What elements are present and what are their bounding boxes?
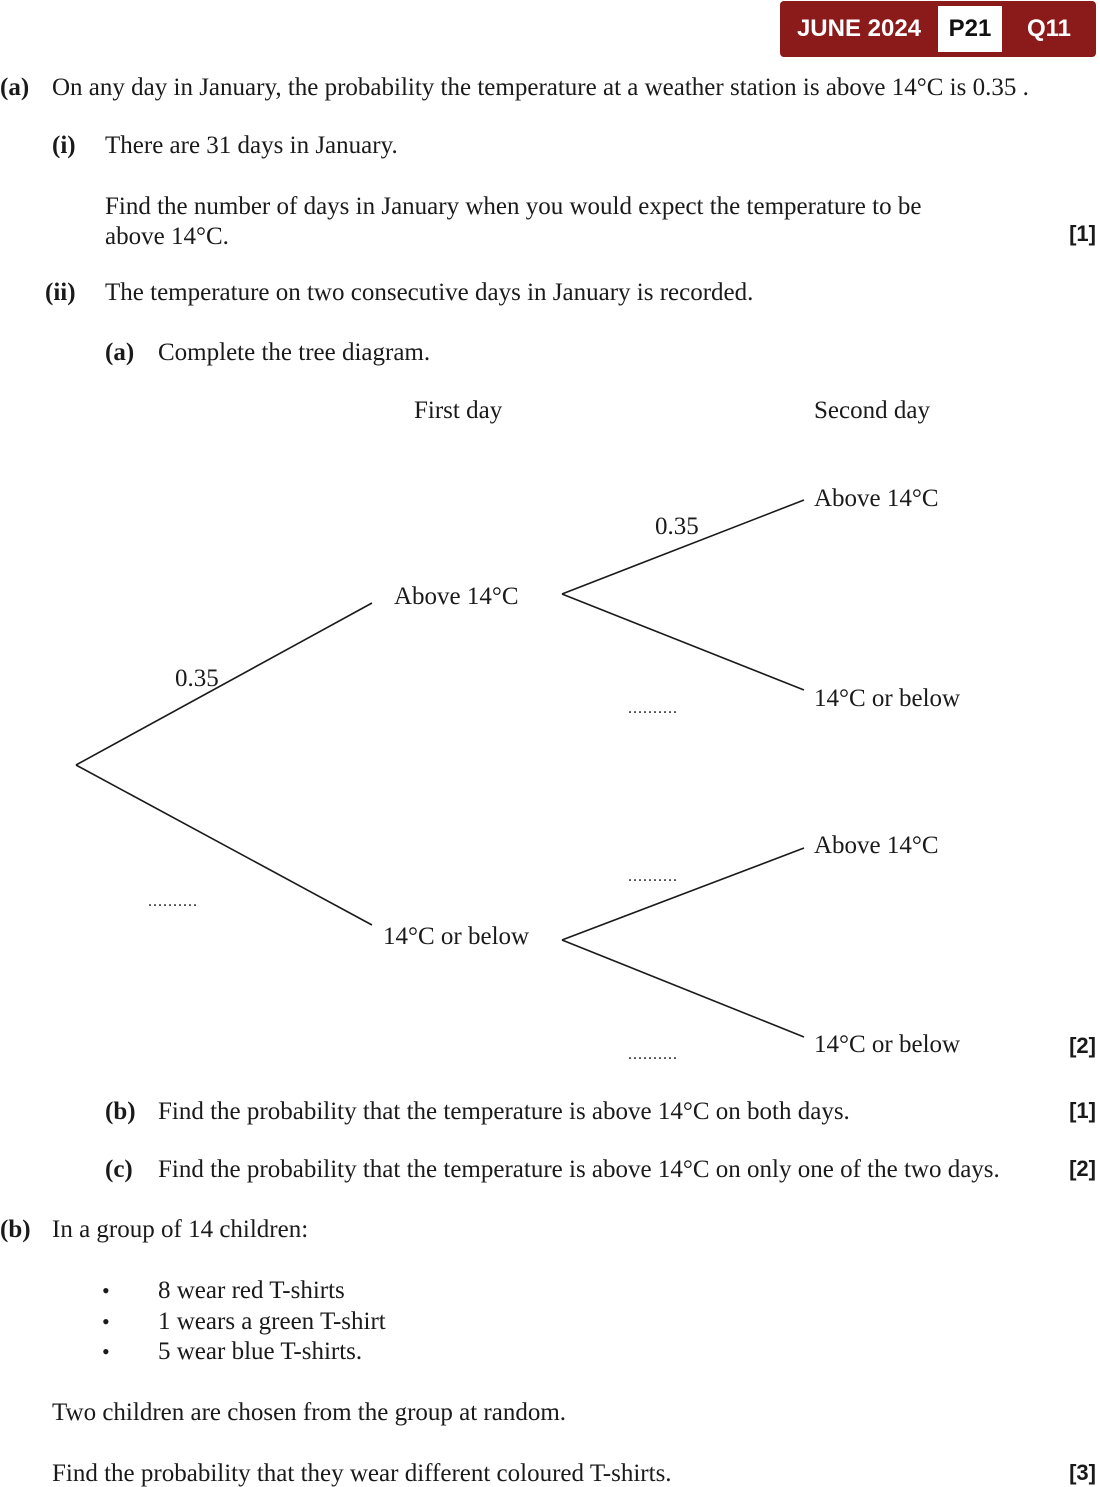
part-a-ii-a-label: (a): [105, 339, 135, 366]
part-a-i-line1: There are 31 days in January.: [105, 132, 398, 159]
part-a-i-line2: Find the number of days in January when you would expect the temperature to be: [105, 193, 922, 220]
second-probability-1: 0.35: [655, 513, 699, 540]
part-b-bullet-2: 1 wears a green T-shirt: [158, 1308, 386, 1335]
part-a-i-label: (i): [52, 132, 76, 159]
part-b-label: (b): [0, 1216, 31, 1243]
branch-first-lower: [76, 765, 372, 925]
branch-second-upper-lower: [562, 594, 804, 690]
bullet-marker: •: [102, 1309, 110, 1334]
part-b-bullet-3: 5 wear blue T-shirts.: [158, 1338, 363, 1365]
part-b-marks: [3]: [1069, 1460, 1096, 1485]
part-a-ii-c-text: Find the probability that the temperature is above 14°C on only one of the two days.: [158, 1156, 1000, 1183]
part-b-line2: Find the probability that they wear different coloured T-shirts.: [52, 1460, 672, 1487]
second-outcome-3: Above 14°C: [814, 832, 939, 859]
part-a-label: (a): [0, 74, 30, 101]
part-a-ii-a-text: Complete the tree diagram.: [158, 339, 431, 366]
part-a-i-marks: [1]: [1069, 221, 1096, 246]
question-number-label: Q11: [1026, 15, 1072, 42]
first-upper-probability: 0.35: [175, 665, 219, 692]
branch-second-lower-lower: [562, 940, 804, 1037]
part-a-ii-a-marks: [2]: [1069, 1033, 1096, 1058]
bullet-marker: •: [102, 1278, 110, 1303]
exam-session-label: JUNE 2024: [796, 15, 922, 42]
part-a-stem: On any day in January, the probability the temperature at a weather station is above 14°C is 0.35 .: [52, 74, 1029, 101]
part-a-ii-b-text: Find the probability that the temperature is above 14°C on both days.: [158, 1098, 850, 1125]
paper-label: P21: [938, 6, 1002, 52]
part-b-bullet-1: 8 wear red T-shirts: [158, 1277, 345, 1304]
part-a-ii-text: The temperature on two consecutive days in January is recorded.: [105, 279, 754, 306]
part-a-ii-c-label: (c): [105, 1156, 133, 1183]
second-probability-3-blank: ..........: [628, 868, 678, 885]
part-a-i-line3: above 14°C.: [105, 223, 229, 250]
first-lower-outcome: 14°C or below: [383, 923, 530, 950]
second-outcome-2: 14°C or below: [814, 685, 961, 712]
part-a-ii-b-marks: [1]: [1069, 1098, 1096, 1123]
part-a-ii-c-marks: [2]: [1069, 1156, 1096, 1181]
part-b-intro: In a group of 14 children:: [52, 1216, 309, 1243]
second-outcome-4: 14°C or below: [814, 1031, 961, 1058]
branch-second-lower-upper: [562, 848, 804, 940]
first-day-heading: First day: [414, 397, 503, 424]
second-probability-2-blank: ..........: [628, 700, 678, 717]
bullet-marker: •: [102, 1339, 110, 1364]
second-outcome-1: Above 14°C: [814, 485, 939, 512]
part-b-line1: Two children are chosen from the group at random.: [52, 1399, 567, 1426]
part-a-ii-label: (ii): [45, 279, 76, 306]
second-day-heading: Second day: [814, 397, 930, 424]
part-a-ii-b-label: (b): [105, 1098, 136, 1125]
second-probability-4-blank: ..........: [628, 1046, 678, 1063]
first-upper-outcome: Above 14°C: [394, 583, 519, 610]
branch-first-upper: [76, 603, 372, 765]
first-lower-probability-blank: ..........: [148, 893, 198, 910]
